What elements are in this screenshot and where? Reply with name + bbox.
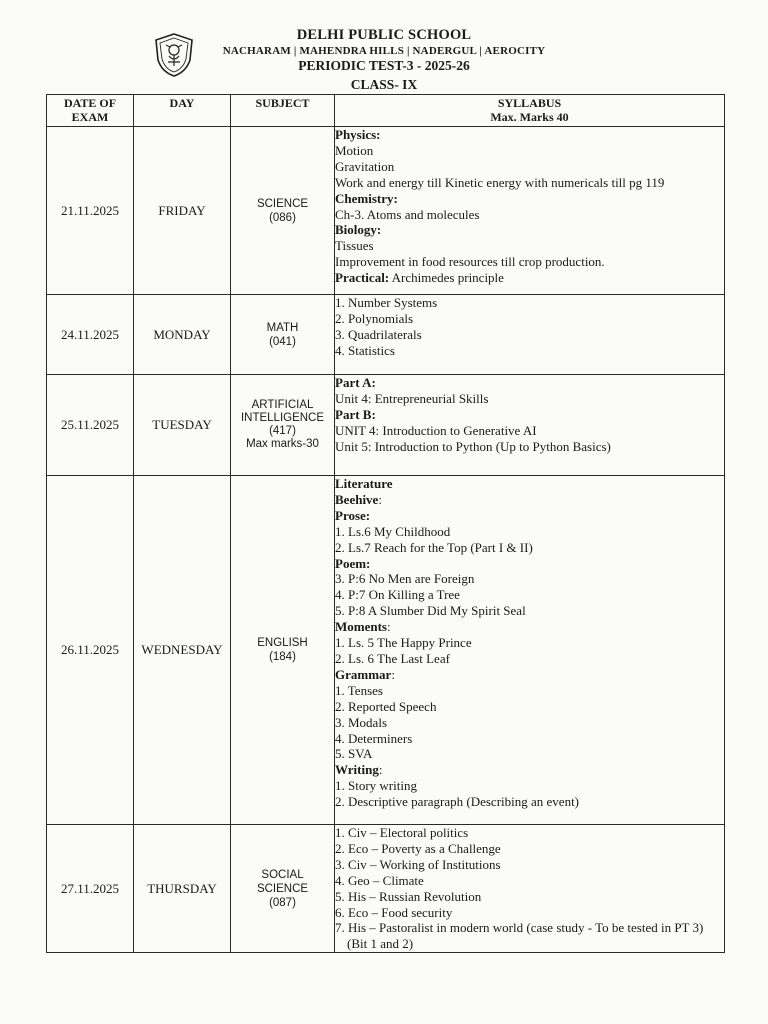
syllabus-line: 4. Determiners: [335, 730, 413, 746]
syllabus-line: Poem:: [335, 555, 371, 571]
syllabus-line: UNIT 4: Introduction to Generative AI: [335, 422, 537, 438]
syllabus-text: :: [378, 762, 383, 778]
syllabus-cell: [335, 295, 725, 375]
max-marks-heading: Max. Marks 40: [490, 110, 569, 124]
syllabus-line: 1. Tenses: [335, 682, 383, 698]
subject-line: (086): [269, 211, 296, 224]
syllabus-line: [335, 762, 724, 778]
syllabus-line: Tissues: [335, 238, 374, 254]
syllabus-line: [335, 667, 724, 683]
syllabus-line: Work and energy till Kinetic energy with numericals till pg 119: [335, 174, 665, 190]
syllabus-text: :: [387, 619, 391, 635]
subject-line: (041): [269, 335, 296, 348]
syllabus-line: 2. Reported Speech: [335, 698, 437, 714]
subject-line: (184): [269, 651, 296, 663]
syllabus-line: 2. Ls.7 Reach for the Top (Part I & II): [335, 539, 533, 555]
column-header-day: DAY: [134, 95, 231, 127]
syllabus-text: Archimedes principle: [389, 270, 504, 286]
subject-cell: [231, 127, 335, 295]
syllabus-line: [335, 270, 724, 286]
subject-line: MATH: [266, 321, 299, 334]
syllabus-line: 4. P:7 On Killing a Tree: [335, 587, 460, 603]
column-header-date: DATE OF EXAM: [47, 95, 134, 127]
campus-list: NACHARAM | MAHENDRA HILLS | NADERGUL | AEROCITY: [222, 45, 546, 57]
syllabus-line: 3. Civ – Working of Institutions: [335, 856, 501, 872]
syllabus-line: Motion: [335, 142, 374, 158]
syllabus-line: 2. Polynomials: [335, 310, 414, 326]
syllabus-line: 4. Statistics: [335, 342, 395, 358]
syllabus-line: 3. P:6 No Men are Foreign: [335, 571, 475, 587]
syllabus-cell: [335, 127, 725, 295]
class-name: CLASS- IX: [350, 77, 418, 92]
exam-schedule-table: [46, 94, 725, 953]
subject-line: SOCIAL: [261, 868, 304, 881]
subject-line: INTELLIGENCE: [240, 412, 325, 424]
exam-date: 25.11.2025: [47, 375, 134, 476]
column-header-syllabus: [335, 95, 725, 127]
exam-day: WEDNESDAY: [134, 476, 231, 825]
syllabus-line: Biology:: [335, 222, 382, 238]
subject-cell: [231, 295, 335, 375]
subject-line: SCIENCE: [256, 882, 309, 895]
syllabus-line: 1. Story writing: [335, 778, 417, 794]
subject-cell: [231, 825, 335, 953]
syllabus-line: Literature: [335, 476, 393, 491]
syllabus-line: 3. Quadrilaterals: [335, 326, 422, 342]
table-row: [47, 476, 725, 825]
school-emblem-icon: [152, 32, 196, 78]
syllabus-line: Improvement in food resources till crop production.: [335, 254, 605, 270]
exam-date: 26.11.2025: [47, 476, 134, 825]
syllabus-line: 2. Ls. 6 The Last Leaf: [335, 650, 450, 666]
syllabus-cell: [335, 476, 725, 825]
syllabus-text: :: [391, 666, 395, 682]
syllabus-line: 1. Number Systems: [335, 295, 438, 310]
syllabus-line: 7. His – Pastoralist in modern world (case study - To be tested in PT 3) (Bit 1 and 2): [335, 920, 704, 952]
exam-date: 27.11.2025: [47, 825, 134, 953]
syllabus-line: 4. Geo – Climate: [335, 872, 424, 888]
syllabus-line: 5. His – Russian Revolution: [335, 888, 482, 904]
syllabus-heading: SYLLABUS: [497, 96, 562, 110]
document-header: [0, 26, 768, 96]
syllabus-line: 3. Modals: [335, 714, 387, 730]
table-header-row: [47, 95, 725, 127]
syllabus-cell: [335, 375, 725, 476]
exam-day: FRIDAY: [134, 127, 231, 295]
exam-date: 24.11.2025: [47, 295, 134, 375]
syllabus-line: Chemistry:: [335, 190, 398, 206]
syllabus-label: Writing: [335, 762, 379, 778]
subject-line: (417): [269, 425, 296, 437]
syllabus-label: Moments: [335, 619, 387, 635]
syllabus-line: Gravitation: [335, 158, 395, 174]
syllabus-label: Practical:: [335, 270, 390, 286]
syllabus-line: 1. Ls.6 My Childhood: [335, 523, 451, 539]
table-row: [47, 825, 725, 953]
title-block: [200, 26, 568, 94]
syllabus-label: Beehive: [335, 491, 379, 507]
subject-line: Max marks-30: [246, 438, 319, 450]
syllabus-line: 2. Descriptive paragraph (Describing an event): [335, 794, 580, 810]
syllabus-line: 1. Ls. 5 The Happy Prince: [335, 635, 472, 651]
syllabus-line: Unit 5: Introduction to Python (Up to Python Basics): [335, 438, 611, 454]
subject-cell: [231, 476, 335, 825]
syllabus-line: 6. Eco – Food security: [335, 904, 453, 920]
column-header-subject: SUBJECT: [231, 95, 335, 127]
syllabus-text: :: [378, 491, 382, 507]
syllabus-label: Grammar: [335, 666, 392, 682]
test-name: PERIODIC TEST-3 - 2025-26: [298, 58, 470, 73]
subject-cell: [231, 375, 335, 476]
syllabus-cell: [335, 825, 725, 953]
syllabus-line: Prose:: [335, 507, 371, 523]
syllabus-line: 2. Eco – Poverty as a Challenge: [335, 840, 501, 856]
subject-line: ENGLISH: [257, 637, 308, 649]
school-name: DELHI PUBLIC SCHOOL: [296, 27, 472, 43]
table-row: [47, 127, 725, 295]
exam-day: MONDAY: [134, 295, 231, 375]
subject-line: SCIENCE: [256, 197, 309, 210]
subject-line: ARTIFICIAL: [251, 399, 314, 411]
table-row: [47, 375, 725, 476]
exam-day: THURSDAY: [134, 825, 231, 953]
syllabus-line: Physics:: [335, 127, 381, 142]
syllabus-line: Ch-3. Atoms and molecules: [335, 206, 480, 222]
subject-line: (087): [269, 896, 296, 909]
syllabus-line: 1. Civ – Electoral politics: [335, 825, 469, 840]
syllabus-line: 5. SVA: [335, 746, 373, 762]
syllabus-line: Part A:: [335, 375, 376, 390]
exam-date: 21.11.2025: [47, 127, 134, 295]
syllabus-line: [335, 492, 724, 508]
syllabus-line: [335, 619, 724, 635]
syllabus-line: 5. P:8 A Slumber Did My Spirit Seal: [335, 603, 526, 619]
syllabus-line: Unit 4: Entrepreneurial Skills: [335, 390, 489, 406]
syllabus-line: Part B:: [335, 406, 376, 422]
exam-day: TUESDAY: [134, 375, 231, 476]
table-row: [47, 295, 725, 375]
